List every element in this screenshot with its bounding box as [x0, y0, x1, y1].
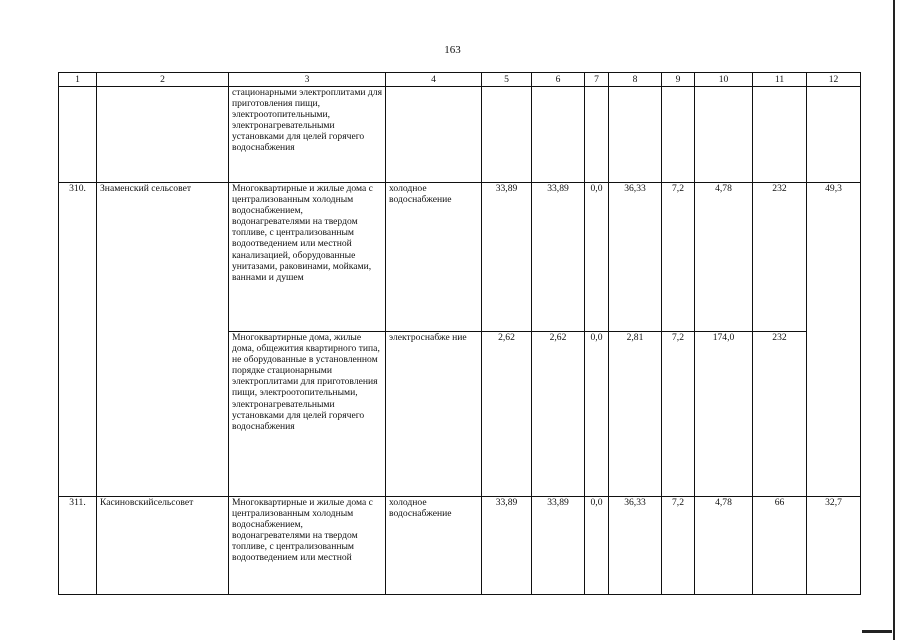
tariff-table [58, 72, 861, 595]
service-type: холодное водоснабжение [386, 497, 482, 595]
value-col-7: 0,0 [585, 183, 609, 332]
header-cell-1: 1 [59, 73, 97, 87]
value-col-8: 2,81 [609, 332, 662, 497]
header-cell-9: 9 [662, 73, 695, 87]
value-col-7: 0,0 [585, 332, 609, 497]
value-col-5: 2,62 [482, 332, 532, 497]
housing-description: Многоквартирные и жилые дома с централизованным холодным водоснабжением, водонагревателями на твердом топливе, с централизованным водоотведением или местной [229, 497, 386, 595]
value-col-6: 33,89 [532, 183, 585, 332]
header-cell-7: 7 [585, 73, 609, 87]
housing-description: Многоквартирные и жилые дома с централизованным холодным водоснабжением, водонагревателями на твердом топливе, с централизованным водоотведением или местной канализацией, оборудованные унитазами, раковинами, мойками, ваннами и душем [229, 183, 386, 332]
continuation-row [59, 87, 861, 183]
total-value: 32,7 [807, 497, 861, 595]
value-col-8: 36,33 [609, 497, 662, 595]
header-cell-5: 5 [482, 73, 532, 87]
value-col-7: 0,0 [585, 497, 609, 595]
table-row [59, 183, 861, 332]
value-col-6: 2,62 [532, 332, 585, 497]
header-cell-6: 6 [532, 73, 585, 87]
value-col-11: 232 [753, 183, 807, 332]
settlement-name: Знаменский сельсовет [97, 183, 229, 497]
value-col-9: 7,2 [662, 497, 695, 595]
value-col-9: 7,2 [662, 183, 695, 332]
value-col-5: 33,89 [482, 183, 532, 332]
header-row [59, 73, 861, 87]
table-row [59, 497, 861, 595]
settlement-name: Касиновскийсельсовет [97, 497, 229, 595]
header-cell-3: 3 [229, 73, 386, 87]
housing-description: Многоквартирные дома, жилые дома, общежития квартирного типа, не оборудованные в установленном порядке стационарными электроплитами для приготовления пищи, электроотопительными, электронагревательными установками для целей горячего водоснабжения [229, 332, 386, 497]
value-col-10: 4,78 [695, 183, 753, 332]
header-cell-11: 11 [753, 73, 807, 87]
service-type: электроснабже ние [386, 332, 482, 497]
continuation-description: стационарными электроплитами для приготовления пищи, электроотопительными, электронагревательными установками для целей горячего водоснабжения [229, 87, 386, 183]
service-type: холодное водоснабжение [386, 183, 482, 332]
value-col-11: 232 [753, 332, 807, 497]
header-cell-4: 4 [386, 73, 482, 87]
value-col-6: 33,89 [532, 497, 585, 595]
header-cell-12: 12 [807, 73, 861, 87]
value-col-11: 66 [753, 497, 807, 595]
value-col-5: 33,89 [482, 497, 532, 595]
scan-edge-line [893, 0, 895, 640]
value-col-9: 7,2 [662, 332, 695, 497]
page-number: 163 [444, 44, 461, 56]
header-cell-10: 10 [695, 73, 753, 87]
row-number: 311. [59, 497, 97, 595]
scan-edge-mark [862, 630, 892, 633]
value-col-10: 174,0 [695, 332, 753, 497]
value-col-10: 4,78 [695, 497, 753, 595]
header-cell-8: 8 [609, 73, 662, 87]
total-value: 49,3 [807, 183, 861, 497]
value-col-8: 36,33 [609, 183, 662, 332]
row-number: 310. [59, 183, 97, 497]
header-cell-2: 2 [97, 73, 229, 87]
